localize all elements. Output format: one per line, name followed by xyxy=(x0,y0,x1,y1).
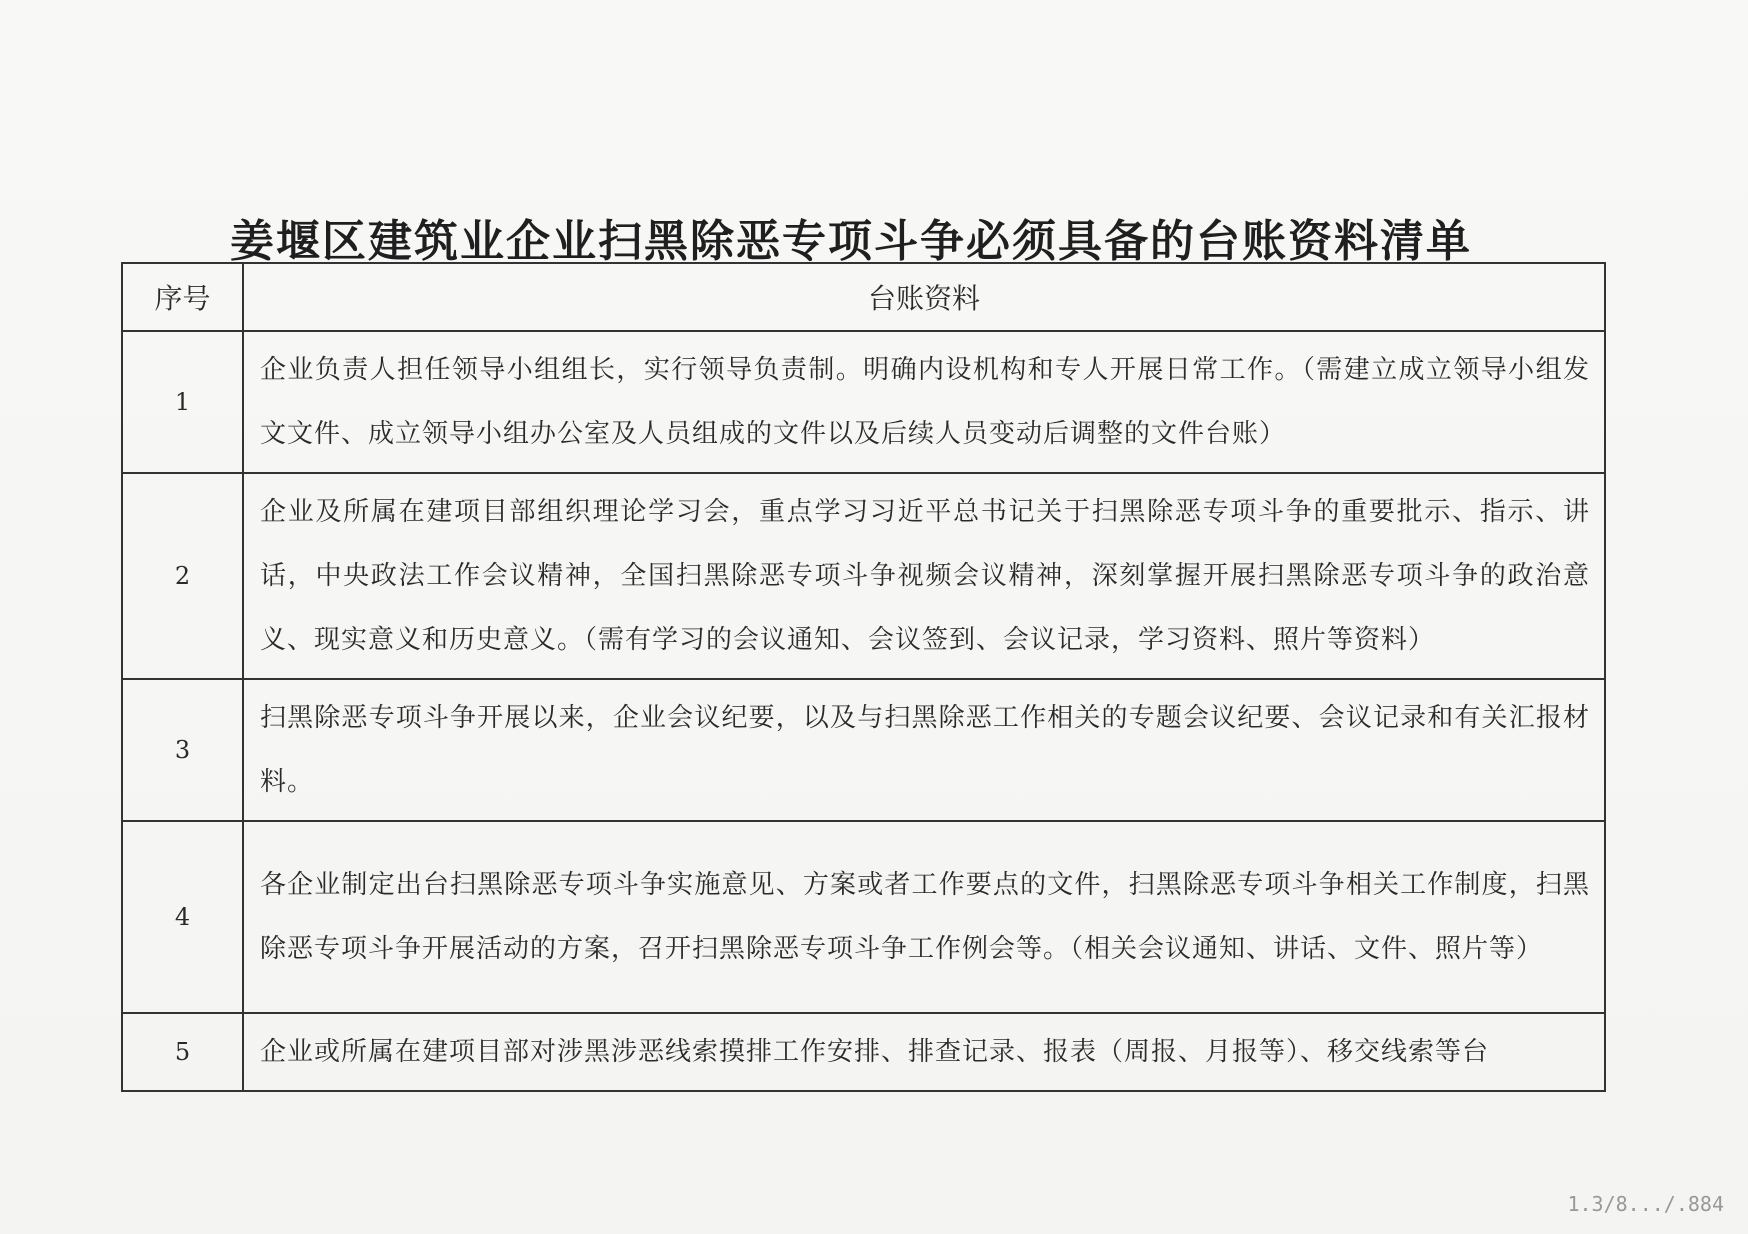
header-ledger: 台账资料 xyxy=(243,263,1605,331)
corner-mark: 1.3/8.../.884 xyxy=(1567,1192,1724,1216)
row-content: 企业或所属在建项目部对涉黑涉恶线索摸排工作安排、排查记录、报表（周报、月报等）、移交线索等台 xyxy=(243,1013,1605,1091)
table-row xyxy=(122,679,1605,821)
row-content: 各企业制定出台扫黑除恶专项斗争实施意见、方案或者工作要点的文件，扫黑除恶专项斗争相关工作制度，扫黑除恶专项斗争开展活动的方案，召开扫黑除恶专项斗争工作例会等。（相关会议通知、讲话、文件、照片等） xyxy=(243,821,1605,1013)
row-content: 扫黑除恶专项斗争开展以来，企业会议纪要，以及与扫黑除恶工作相关的专题会议纪要、会议记录和有关汇报材料。 xyxy=(243,679,1605,821)
document-title: 姜堰区建筑业企业扫黑除恶专项斗争必须具备的台账资料清单 xyxy=(230,216,1472,267)
header-serial: 序号 xyxy=(122,263,243,331)
row-number: 5 xyxy=(122,1013,243,1091)
table-row xyxy=(122,1013,1605,1091)
row-number: 1 xyxy=(122,331,243,473)
row-number: 2 xyxy=(122,473,243,679)
table-row xyxy=(122,821,1605,1013)
row-content: 企业及所属在建项目部组织理论学习会，重点学习习近平总书记关于扫黑除恶专项斗争的重要批示、指示、讲话，中央政法工作会议精神，全国扫黑除恶专项斗争视频会议精神，深刻掌握开展扫黑除恶专项斗争的政治意义、现实意义和历史意义。（需有学习的会议通知、会议签到、会议记录，学习资料、照片等资料） xyxy=(243,473,1605,679)
row-content: 企业负责人担任领导小组组长，实行领导负责制。明确内设机构和专人开展日常工作。（需建立成立领导小组发文文件、成立领导小组办公室及人员组成的文件以及后续人员变动后调整的文件台账） xyxy=(243,331,1605,473)
row-number: 4 xyxy=(122,821,243,1013)
row-number: 3 xyxy=(122,679,243,821)
table-header-row xyxy=(122,263,1605,331)
ledger-table xyxy=(121,262,1606,1092)
table-row xyxy=(122,473,1605,679)
table-row xyxy=(122,331,1605,473)
